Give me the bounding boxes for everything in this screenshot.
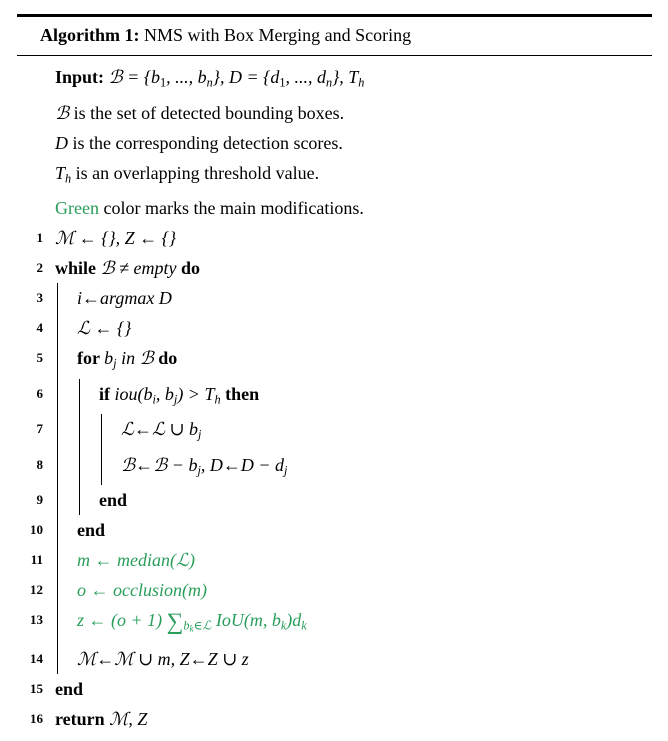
- text-segment: n: [325, 75, 333, 90]
- text-segment: in: [116, 348, 140, 369]
- text-segment: ∈ℒ: [193, 618, 212, 633]
- text-segment: , ..., d: [285, 67, 326, 88]
- text-segment: i: [152, 392, 156, 407]
- text-segment: end: [55, 678, 84, 699]
- line-number: 9: [36, 491, 43, 507]
- line-number: 14: [30, 650, 43, 666]
- indent-rule: [57, 515, 58, 545]
- text-segment: do: [153, 348, 178, 369]
- text-segment: do: [176, 258, 201, 279]
- algorithm-line: [17, 575, 652, 605]
- indent-rule: [79, 379, 80, 414]
- line-number: 13: [30, 611, 43, 627]
- line-number: 1: [36, 230, 43, 246]
- line-number: [17, 193, 43, 223]
- line-content: [55, 485, 652, 515]
- indent-rule: [79, 414, 80, 449]
- text-segment: ℬ←ℬ − b: [121, 454, 198, 475]
- algorithm-line: [17, 223, 652, 253]
- text-segment: ℳ←ℳ ∪ m, Z←Z ∪ z: [77, 648, 249, 669]
- text-segment: is the set of detected bounding boxes.: [69, 102, 345, 123]
- line-number: [17, 98, 43, 128]
- text-segment: , ..., b: [166, 67, 207, 88]
- text-segment: n: [206, 75, 213, 90]
- preamble-line: [17, 98, 652, 128]
- line-number: 15: [30, 680, 43, 696]
- indent-rule: [101, 414, 102, 449]
- text-segment: for: [77, 348, 105, 369]
- indent-rule: [57, 450, 58, 485]
- text-segment: 1: [160, 75, 167, 90]
- indent-rule: [57, 414, 58, 449]
- indent-rule: [57, 343, 58, 378]
- indent-rule: [57, 644, 58, 674]
- line-number: 5: [36, 350, 43, 366]
- line-content: [55, 414, 652, 449]
- line-content: [55, 605, 652, 644]
- text-segment: IoU(m, b: [211, 609, 281, 630]
- indent-rule: [57, 605, 58, 644]
- algorithm-body: [17, 223, 652, 733]
- indent-rule: [101, 450, 102, 485]
- text-segment: ℬ = {b: [108, 67, 161, 88]
- text-segment: j: [284, 462, 288, 477]
- indent-rule: [57, 485, 58, 515]
- text-segment: , b: [155, 383, 174, 404]
- line-content: [55, 313, 652, 343]
- text-segment: end: [99, 489, 128, 510]
- text-segment: ℒ←ℒ ∪ b: [121, 419, 199, 440]
- algorithm-line: [17, 644, 652, 674]
- line-number: 6: [36, 385, 43, 401]
- algorithm-content: [17, 56, 652, 741]
- text-segment: o ← occlusion(m): [77, 579, 207, 600]
- indent-rule: [57, 545, 58, 575]
- text-segment: ) > T: [177, 383, 215, 404]
- line-number: 7: [36, 421, 43, 437]
- text-segment: h: [358, 75, 365, 90]
- line-content: [55, 644, 652, 674]
- algorithm-line: [17, 674, 652, 704]
- text-segment: while: [55, 258, 101, 279]
- line-number: 12: [30, 581, 43, 597]
- algorithm-line: [17, 545, 652, 575]
- text-segment: 1: [279, 75, 286, 90]
- line-content: [55, 379, 652, 414]
- algorithm-line: [17, 704, 652, 734]
- algorithm-line: [17, 253, 652, 283]
- text-segment: h: [65, 171, 72, 186]
- line-number: 10: [30, 521, 43, 537]
- indent-rule: [79, 485, 80, 515]
- algorithm-title: NMS with Box Merging and Scoring: [143, 25, 412, 45]
- text-segment: h: [214, 392, 221, 407]
- text-segment: ℒ ← {}: [77, 318, 132, 339]
- text-segment: z ← (o + 1): [77, 609, 167, 630]
- line-content: [55, 674, 652, 704]
- indent-rule: [57, 313, 58, 343]
- text-segment: j: [197, 462, 201, 477]
- algorithm-line: [17, 379, 652, 414]
- line-content: [55, 545, 652, 575]
- text-segment: ℬ ≠ empty: [100, 258, 177, 279]
- text-segment: )d: [286, 609, 302, 630]
- line-content: [55, 223, 652, 253]
- indent-rule: [57, 379, 58, 414]
- line-content: [55, 253, 652, 283]
- line-number: [17, 62, 43, 97]
- text-segment: end: [77, 519, 106, 540]
- text-segment: k: [189, 623, 194, 634]
- text-segment: if: [99, 383, 115, 404]
- text-segment: k: [301, 618, 307, 633]
- line-content: [55, 128, 652, 158]
- algorithm-line: [17, 343, 652, 378]
- line-content: [55, 283, 652, 313]
- text-segment: color marks the main modifications.: [98, 198, 364, 219]
- algorithm-line: [17, 414, 652, 449]
- text-segment: b: [104, 348, 114, 369]
- text-segment: is an overlapping threshold value.: [71, 162, 320, 183]
- text-segment: m ← median(ℒ): [77, 549, 195, 570]
- preamble-line: [17, 128, 652, 158]
- line-number: 8: [36, 456, 43, 472]
- preamble: [17, 62, 652, 223]
- line-number: 2: [36, 260, 43, 276]
- indent-rule: [57, 283, 58, 313]
- algorithm-line: [17, 605, 652, 644]
- text-segment: k: [280, 618, 287, 633]
- line-number: [17, 128, 43, 158]
- text-segment: j: [198, 427, 202, 442]
- text-segment: D: [55, 132, 68, 153]
- text-segment: , D←D − d: [200, 454, 285, 475]
- text-segment: }, T: [332, 67, 359, 88]
- line-number: 3: [36, 290, 43, 306]
- line-content: [55, 575, 652, 605]
- line-number: 4: [36, 320, 43, 336]
- line-number: 11: [30, 551, 43, 567]
- indent-rule: [57, 575, 58, 605]
- text-segment: T: [55, 162, 66, 183]
- indent-rule: [79, 450, 80, 485]
- line-number: 16: [30, 710, 43, 726]
- line-content: [55, 704, 652, 734]
- preamble-line: [17, 62, 652, 97]
- text-segment: ℬ: [139, 348, 154, 369]
- algorithm-line: [17, 515, 652, 545]
- algorithm-line: [17, 485, 652, 515]
- preamble-line: [17, 193, 652, 223]
- text-segment: ℳ, Z: [109, 708, 148, 729]
- text-segment: ℬ: [55, 102, 70, 123]
- algorithm-line: [17, 283, 652, 313]
- text-segment: is the corresponding detection scores.: [68, 132, 343, 153]
- text-segment: return: [55, 708, 110, 729]
- line-content: [55, 158, 652, 193]
- algorithm-line: [17, 313, 652, 343]
- algorithm-line: [17, 450, 652, 485]
- text-segment: j: [113, 356, 117, 371]
- text-segment: i←argmax D: [77, 288, 172, 309]
- text-segment: then: [220, 383, 260, 404]
- algorithm-label: Algorithm 1:: [40, 25, 140, 45]
- line-content: [55, 343, 652, 378]
- line-number: [17, 158, 43, 193]
- text-segment: Input:: [55, 67, 109, 88]
- text-segment: Green: [55, 198, 99, 219]
- line-content: [55, 98, 652, 128]
- line-content: [55, 450, 652, 485]
- text-segment: j: [173, 392, 178, 407]
- line-content: [55, 62, 652, 97]
- preamble-line: [17, 158, 652, 193]
- text-segment: b: [183, 618, 190, 633]
- algorithm-header: [17, 17, 652, 55]
- text-segment: ℳ ← {}, Z ← {}: [55, 228, 177, 249]
- line-content: [55, 515, 652, 545]
- text-segment: iou(b: [114, 383, 153, 404]
- text-segment: }, D = {d: [212, 67, 280, 88]
- text-segment: ∑: [166, 608, 184, 635]
- line-content: [55, 193, 652, 223]
